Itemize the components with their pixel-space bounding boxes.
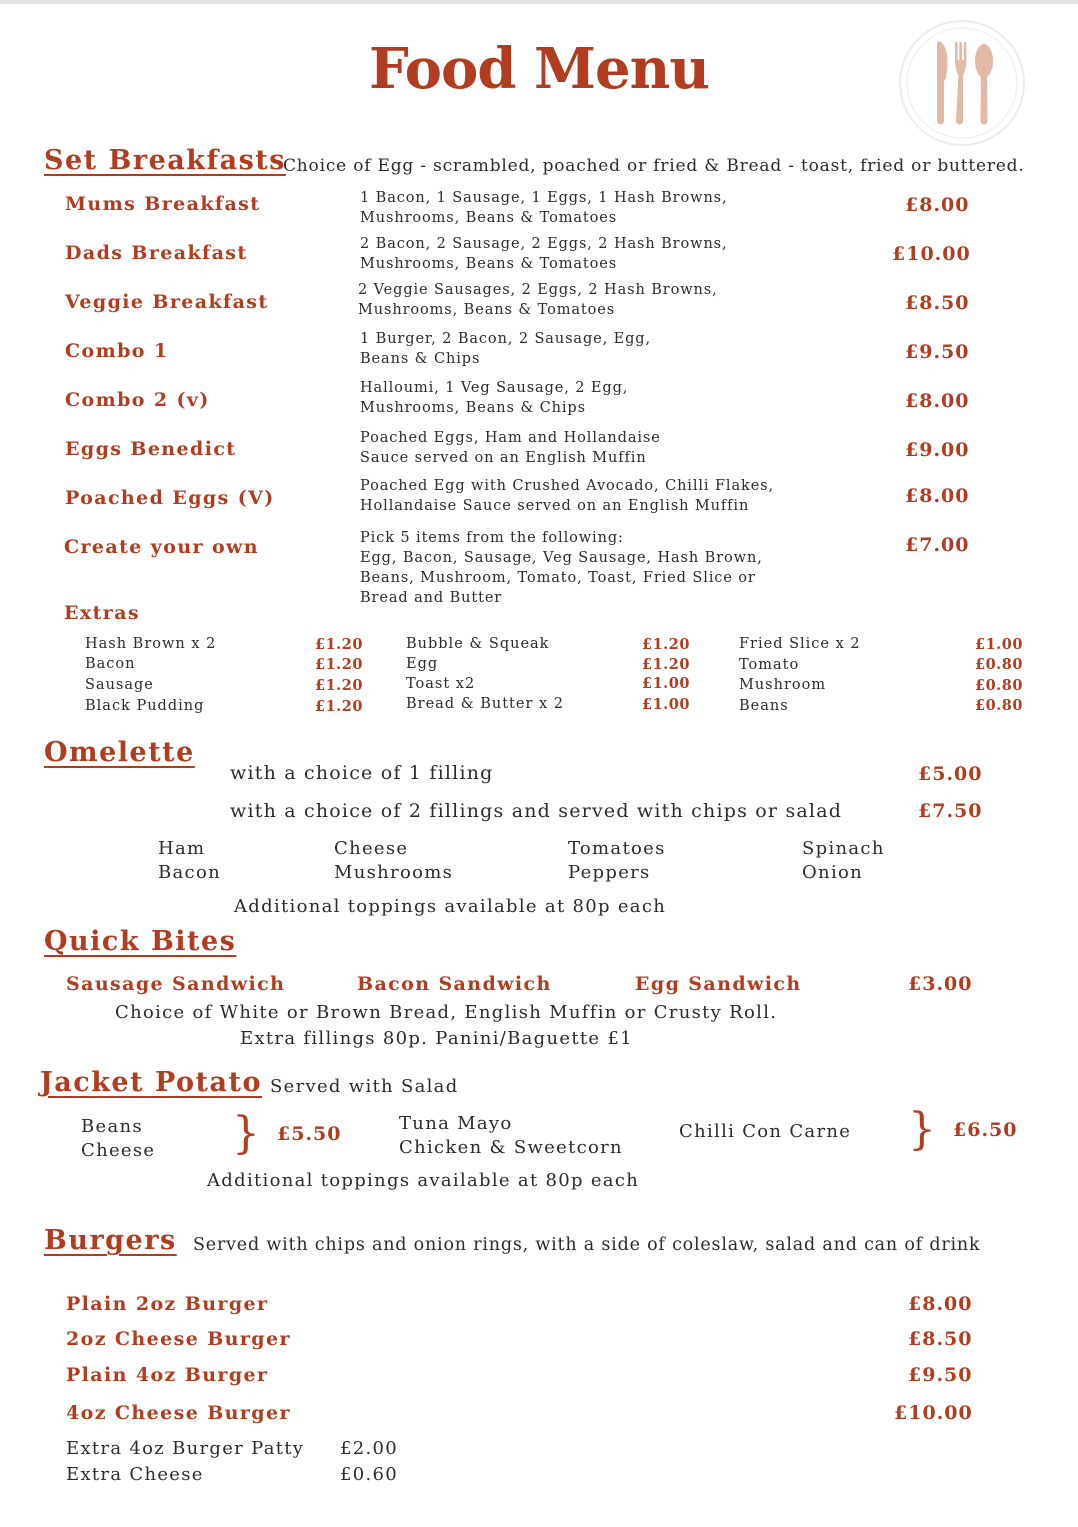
omelette-toppings-note: Additional toppings available at 80p each — [234, 896, 667, 917]
omelette-filling: Bacon — [158, 862, 221, 883]
breakfast-item-price: £10.00 — [892, 243, 971, 265]
burger-item-name: 4oz Cheese Burger — [66, 1402, 291, 1424]
breakfast-item-price: £8.00 — [905, 485, 970, 507]
extra-item-name: Beans — [739, 698, 789, 714]
extra-item-name: Toast x2 — [406, 676, 476, 692]
jacket-filling: Tuna Mayo — [399, 1113, 513, 1134]
breakfast-item-name: Veggie Breakfast — [65, 291, 269, 313]
omelette-price-2: £7.50 — [918, 800, 983, 822]
cutlery-icon — [897, 18, 1027, 148]
quick-bites-heading: Quick Bites — [44, 926, 237, 957]
jacket-toppings-note: Additional toppings available at 80p each — [207, 1170, 640, 1191]
burger-item-name: 2oz Cheese Burger — [66, 1328, 291, 1350]
burger-extra-name: Extra Cheese — [66, 1464, 204, 1485]
omelette-filling: Peppers — [568, 862, 651, 883]
breakfast-item-desc: Poached Egg with Crushed Avocado, Chilli Flakes, Hollandaise Sauce served on an English Muffin — [360, 478, 775, 514]
extra-item-price: £1.20 — [315, 656, 363, 673]
quick-bites-price: £3.00 — [908, 973, 973, 995]
extra-item-name: Black Pudding — [85, 698, 205, 714]
top-border — [0, 0, 1078, 4]
quick-bites-note: Choice of White or Brown Bread, English Muffin or Crusty Roll. — [115, 1002, 778, 1023]
breakfast-item-name: Mums Breakfast — [65, 193, 261, 215]
page-title: Food Menu — [368, 36, 710, 102]
breakfast-item-desc: 2 Bacon, 2 Sausage, 2 Eggs, 2 Hash Browns, Mushrooms, Beans & Tomatoes — [360, 236, 728, 272]
omelette-price-1: £5.00 — [918, 763, 983, 785]
extra-item-name: Fried Slice x 2 — [739, 636, 861, 652]
omelette-heading: Omelette — [44, 737, 195, 768]
burger-item-price: £10.00 — [894, 1402, 973, 1424]
extra-item-price: £0.80 — [975, 656, 1023, 673]
omelette-option-1: with a choice of 1 filling — [230, 762, 494, 784]
extra-item-name: Tomato — [739, 657, 800, 673]
burger-extra-name: Extra 4oz Burger Patty — [66, 1438, 305, 1459]
extra-item-price: £1.00 — [975, 636, 1023, 653]
jacket-potato-note: Served with Salad — [270, 1076, 459, 1097]
extra-item-name: Bubble & Squeak — [406, 636, 550, 652]
burger-item-price: £8.00 — [908, 1293, 973, 1315]
set-breakfasts-note: Choice of Egg - scrambled, poached or fried & Bread - toast, fried or buttered. — [283, 156, 1025, 176]
burger-extra-price: £0.60 — [340, 1464, 399, 1485]
breakfast-item-desc: Poached Eggs, Ham and Hollandaise Sauce served on an English Muffin — [360, 430, 661, 466]
breakfast-item-name: Combo 2 (v) — [65, 389, 210, 411]
omelette-filling: Spinach — [802, 838, 885, 859]
extra-item-price: £1.20 — [315, 636, 363, 653]
quick-bites-note: Extra fillings 80p. Panini/Baguette £1 — [240, 1028, 633, 1049]
extra-item-price: £1.00 — [642, 696, 690, 713]
extra-item-price: £0.80 — [975, 697, 1023, 714]
jacket-price-1: £5.50 — [277, 1123, 342, 1145]
burger-item-price: £9.50 — [908, 1364, 973, 1386]
burger-item-name: Plain 4oz Burger — [66, 1364, 269, 1386]
extra-item-price: £0.80 — [975, 677, 1023, 694]
breakfast-item-price: £8.00 — [905, 194, 970, 216]
breakfast-item-desc: 2 Veggie Sausages, 2 Eggs, 2 Hash Browns, Mushrooms, Beans & Tomatoes — [358, 282, 718, 318]
omelette-filling: Onion — [802, 862, 864, 883]
brace-icon: } — [232, 1108, 260, 1159]
extra-item-name: Bacon — [85, 656, 136, 672]
jacket-potato-heading: Jacket Potato — [40, 1067, 262, 1098]
breakfast-item-price: £9.50 — [905, 341, 970, 363]
jacket-filling: Beans — [81, 1116, 143, 1137]
breakfast-item-desc: 1 Burger, 2 Bacon, 2 Sausage, Egg, Beans & Chips — [360, 331, 651, 367]
burgers-heading: Burgers — [44, 1225, 177, 1256]
quick-bite-item: Sausage Sandwich — [66, 973, 286, 995]
extra-item-price: £1.20 — [642, 656, 690, 673]
breakfast-item-desc: Pick 5 items from the following: Egg, Bacon, Sausage, Veg Sausage, Hash Brown, Beans, Mushroom, Tomato, Toast, Fried Slice or Bread and Butter — [360, 530, 763, 606]
breakfast-item-desc: 1 Bacon, 1 Sausage, 1 Eggs, 1 Hash Browns, Mushrooms, Beans & Tomatoes — [360, 190, 728, 226]
breakfast-item-price: £8.00 — [905, 390, 970, 412]
breakfast-item-desc: Halloumi, 1 Veg Sausage, 2 Egg, Mushrooms, Beans & Chips — [360, 380, 629, 416]
extra-item-price: £1.00 — [642, 675, 690, 692]
extra-item-name: Egg — [406, 656, 439, 672]
breakfast-item-name: Create your own — [64, 536, 260, 558]
breakfast-item-price: £8.50 — [905, 292, 970, 314]
burger-item-name: Plain 2oz Burger — [66, 1293, 269, 1315]
omelette-filling: Ham — [158, 838, 206, 859]
breakfast-item-name: Dads Breakfast — [65, 242, 248, 264]
breakfast-item-price: £7.00 — [905, 534, 970, 556]
omelette-filling: Cheese — [334, 838, 409, 859]
breakfast-item-name: Poached Eggs (V) — [65, 487, 275, 509]
omelette-filling: Mushrooms — [334, 862, 454, 883]
jacket-filling: Chilli Con Carne — [679, 1121, 852, 1142]
burgers-note: Served with chips and onion rings, with a side of coleslaw, salad and can of drink — [193, 1235, 981, 1255]
jacket-filling: Cheese — [81, 1140, 156, 1161]
breakfast-item-price: £9.00 — [905, 439, 970, 461]
quick-bite-item: Bacon Sandwich — [357, 973, 552, 995]
extra-item-name: Mushroom — [739, 677, 827, 693]
extra-item-price: £1.20 — [315, 677, 363, 694]
omelette-option-2: with a choice of 2 fillings and served with chips or salad — [230, 800, 843, 822]
jacket-price-2: £6.50 — [953, 1119, 1018, 1141]
quick-bite-item: Egg Sandwich — [635, 973, 802, 995]
breakfast-item-name: Eggs Benedict — [65, 438, 237, 460]
extra-item-price: £1.20 — [642, 636, 690, 653]
burger-item-price: £8.50 — [908, 1328, 973, 1350]
burger-extra-price: £2.00 — [340, 1438, 399, 1459]
extras-heading: Extras — [64, 602, 141, 624]
extra-item-name: Sausage — [85, 677, 154, 693]
breakfast-item-name: Combo 1 — [65, 340, 169, 362]
extra-item-price: £1.20 — [315, 698, 363, 715]
omelette-filling: Tomatoes — [568, 838, 666, 859]
set-breakfasts-heading: Set Breakfasts — [44, 145, 286, 176]
extra-item-name: Bread & Butter x 2 — [406, 696, 565, 712]
jacket-filling: Chicken & Sweetcorn — [399, 1137, 623, 1158]
brace-icon: } — [908, 1104, 936, 1155]
extra-item-name: Hash Brown x 2 — [85, 636, 217, 652]
